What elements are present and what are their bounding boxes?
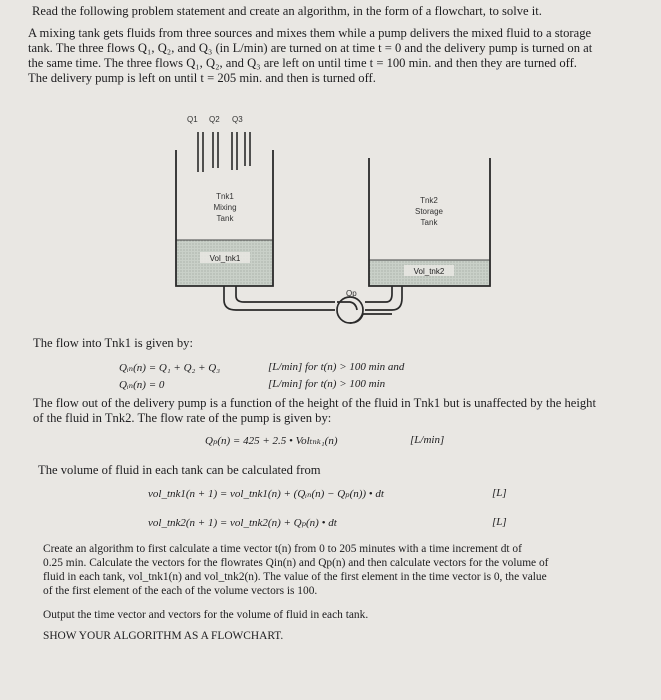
equation-qp: Qₚ(n) = 425 + 2.5 • Volₜₙₖ₁(n) — [205, 435, 338, 447]
equation-vol-tnk2: vol_tnk2(n + 1) = vol_tnk2(n) + Qₚ(n) • dt — [148, 517, 337, 529]
equation-qin-on: Qᵢₙ(n) = Q₁ + Q₂ + Q₃ — [119, 362, 221, 374]
problem-line-4: the same time. The three flows Q₁, Q₂, and Q₃ are left on until time t = 100 min. and then they are turned off. — [28, 56, 577, 70]
vol-tnk2-label: Vol_tnk2 — [413, 267, 445, 276]
equation-vol-tnk1-unit: [L] — [492, 487, 507, 499]
problem-line-5: The delivery pump is left on until t = 205 min. and then is turned off. — [28, 71, 376, 85]
vol-tnk1-label: Vol_tnk1 — [209, 254, 241, 263]
q2-label: Q2 — [209, 115, 220, 124]
tank1-label: Tank — [216, 214, 234, 223]
task-line-6: SHOW YOUR ALGORITHM AS A FLOWCHART. — [43, 630, 284, 642]
tank1-label: Mixing — [213, 203, 237, 212]
task-line-1: Create an algorithm to first calculate a time vector t(n) from 0 to 205 minutes with a time increment dt of — [43, 543, 522, 555]
tank1-label: Tnk1 — [216, 192, 234, 201]
equation-qin-on-unit: [L/min] for t(n) > 100 min and — [268, 361, 405, 373]
connecting-pipe — [224, 286, 402, 310]
equation-vol-tnk2-unit: [L] — [492, 516, 507, 528]
equation-qin-off: Qᵢₙ(n) = 0 — [119, 379, 165, 391]
tank2-label: Tank — [420, 218, 438, 227]
tank2-label: Tnk2 — [420, 196, 438, 205]
volume-intro: The volume of fluid in each tank can be calculated from — [38, 463, 321, 477]
pump-label: Qp — [346, 289, 357, 298]
problem-line-2: A mixing tank gets fluids from three sources and mixes them while a pump delivers the mixed fluid to a storage — [28, 26, 592, 40]
equation-qin-off-unit: [L/min] for t(n) > 100 min — [268, 378, 386, 390]
equation-qp-unit: [L/min] — [410, 434, 445, 446]
flow-in-intro: The flow into Tnk1 is given by: — [33, 336, 193, 350]
task-line-4: of the first element of the each of the volume vectors is 100. — [43, 585, 318, 597]
equation-vol-tnk1: vol_tnk1(n + 1) = vol_tnk1(n) + (Qᵢₙ(n) − Qₚ(n)) • dt — [148, 488, 384, 500]
instruction-line: Read the following problem statement and create an algorithm, in the form of a flowchart, to solve it. — [32, 4, 542, 18]
q3-label: Q3 — [232, 115, 243, 124]
flow-out-line-1: The flow out of the delivery pump is a function of the height of the fluid in Tnk1 but is unaffected by the height — [33, 396, 596, 410]
tank2-label: Storage — [414, 207, 444, 216]
q1-label: Q1 — [187, 115, 198, 124]
task-line-5: Output the time vector and vectors for the volume of fluid in each tank. — [43, 609, 369, 621]
inflow-pipes — [198, 132, 250, 172]
task-line-2: 0.25 min. Calculate the vectors for the flowrates Qin(n) and Qp(n) and then calculate vectors for the volume of — [43, 557, 549, 569]
problem-line-3: tank. The three flows Q₁, Q₂, and Q₃ (in L/min) are turned on at time t = 0 and the delivery pump is turned on at — [28, 41, 593, 55]
flow-out-line-2: of the fluid in Tnk2. The flow rate of the pump is given by: — [33, 411, 332, 425]
task-line-3: fluid in each tank, vol_tnk1(n) and vol_tnk2(n). The value of the first element in the time vector is 0, the value — [43, 571, 547, 583]
